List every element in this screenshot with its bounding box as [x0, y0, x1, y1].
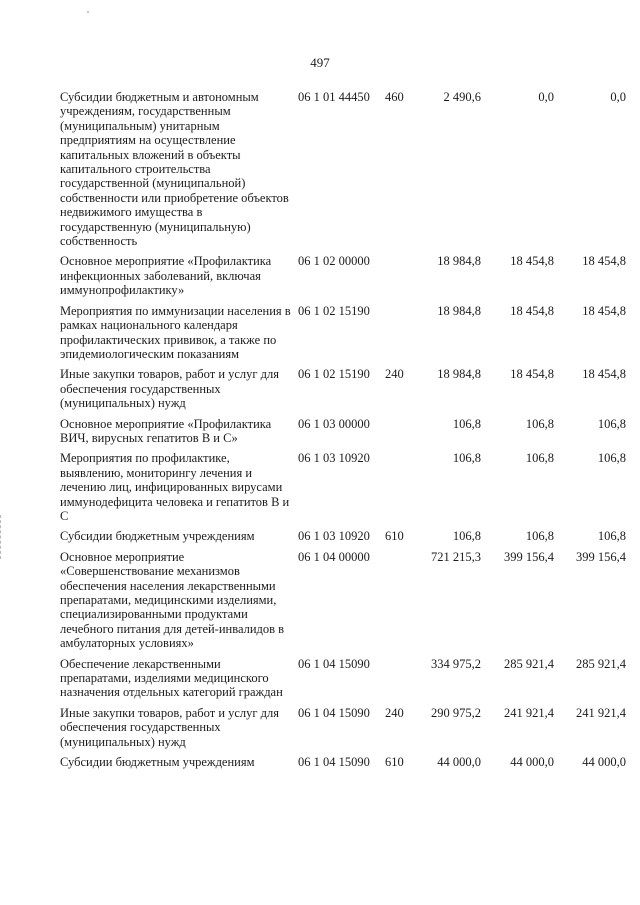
- row-name: Мероприятия по профилактике, выявлению, мониторингу лечения и лечению лиц, инфицированных вирусами иммунодефицита человека и гепатитов В и С: [60, 451, 290, 523]
- row-code: 06 1 04 15090: [298, 755, 370, 770]
- row-type: [385, 657, 411, 706]
- row-value-2: 285 921,4: [504, 656, 554, 671]
- row-code: 06 1 04 15090: [298, 656, 370, 671]
- budget-table: [60, 90, 626, 775]
- row-code: 06 1 02 15190: [298, 303, 370, 318]
- row-name: Основное мероприятие «Профилактика ВИЧ, вирусных гепатитов В и С»: [60, 416, 272, 445]
- row-type: 610: [385, 755, 404, 770]
- row-value-1: 106,8: [452, 416, 481, 431]
- row-type: [385, 417, 411, 452]
- row-type: [385, 451, 411, 529]
- row-code: 06 1 03 10920: [298, 529, 370, 544]
- row-type: [385, 254, 411, 303]
- row-value-1: 18 984,8: [437, 303, 481, 318]
- table-row: [60, 755, 626, 775]
- row-value-3: 241 921,4: [576, 705, 626, 720]
- row-type: 610: [385, 529, 404, 544]
- row-value-3: 399 156,4: [576, 549, 626, 564]
- row-value-3: 106,8: [597, 416, 626, 431]
- row-name: Субсидии бюджетным учреждениям: [60, 529, 255, 544]
- row-value-1: 721 215,3: [431, 549, 481, 564]
- table-row: [60, 451, 626, 529]
- row-value-2: 106,8: [525, 416, 554, 431]
- row-value-2: 106,8: [525, 529, 554, 544]
- table-row: [60, 657, 626, 706]
- row-name: Основное мероприятие «Профилактика инфекционных заболеваний, включая иммунопрофилактику»: [60, 254, 272, 298]
- row-type: 460: [385, 90, 404, 104]
- row-code: 06 1 02 15190: [298, 367, 370, 382]
- row-value-2: 0,0: [538, 90, 554, 104]
- table-row: [60, 417, 626, 452]
- row-value-1: 106,8: [452, 451, 481, 466]
- row-value-2: 18 454,8: [510, 367, 554, 382]
- row-value-3: 0,0: [610, 90, 626, 104]
- row-value-3: 106,8: [597, 529, 626, 544]
- row-type: 240: [385, 367, 404, 382]
- row-value-3: 18 454,8: [582, 367, 626, 382]
- row-value-1: 106,8: [452, 529, 481, 544]
- row-value-1: 290 975,2: [431, 705, 481, 720]
- row-value-3: 106,8: [597, 451, 626, 466]
- table-row: [60, 304, 626, 368]
- row-value-3: 44 000,0: [582, 755, 626, 770]
- row-name: Субсидии бюджетным учреждениям: [60, 755, 255, 770]
- row-name: Иные закупки товаров, работ и услуг для обеспечения государственных (муниципальных) нужд: [60, 367, 280, 411]
- row-type: [385, 304, 411, 368]
- row-type: 240: [385, 705, 404, 720]
- row-value-3: 285 921,4: [576, 656, 626, 671]
- row-value-2: 18 454,8: [510, 254, 554, 269]
- row-value-2: 399 156,4: [504, 549, 554, 564]
- table-row: [60, 529, 626, 549]
- row-code: 06 1 01 44450: [298, 90, 370, 104]
- row-value-2: 241 921,4: [504, 705, 554, 720]
- row-value-2: 18 454,8: [510, 303, 554, 318]
- row-code: 06 1 04 15090: [298, 705, 370, 720]
- row-value-2: 44 000,0: [510, 755, 554, 770]
- row-value-3: 18 454,8: [582, 303, 626, 318]
- table-row: [60, 550, 626, 657]
- row-code: 06 1 02 00000: [298, 254, 370, 269]
- row-value-1: 2 490,6: [443, 90, 481, 104]
- row-value-1: 44 000,0: [437, 755, 481, 770]
- row-code: 06 1 03 00000: [298, 416, 370, 431]
- row-name: Мероприятия по иммунизации населения в рамках национального календаря профилактических прививок, а также по эпидемиологическим показаниям: [60, 303, 291, 361]
- row-value-3: 18 454,8: [582, 254, 626, 269]
- table-row: [60, 90, 626, 254]
- row-value-1: 18 984,8: [437, 254, 481, 269]
- row-name: Основное мероприятие «Совершенствование механизмов обеспечения населения лекарственными препаратами, медицинскими изделиями, специализированными продуктами лечебного питания для детей-инвалидов в амбулаторных условиях»: [60, 549, 285, 651]
- row-name: Иные закупки товаров, работ и услуг для обеспечения государственных (муниципальных) нужд: [60, 705, 280, 749]
- page-number: 497: [310, 55, 330, 70]
- row-name: Обеспечение лекарственными препаратами, изделиями медицинского назначения отдельных категорий граждан: [60, 656, 283, 700]
- row-type: [385, 550, 411, 657]
- table-row: [60, 254, 626, 303]
- table-row: [60, 706, 626, 755]
- scan-speck: [87, 11, 89, 13]
- row-code: 06 1 04 00000: [298, 549, 370, 564]
- row-name: Субсидии бюджетным и автономным учреждениям, государственным (муниципальным) унитарным предприятиям на осуществление капитальных вложений в объекты капитального строительства государственной (муниципальной) собственности или приобретение объектов недвижимого имущества в государственную (муниципальную) собственность: [60, 90, 289, 249]
- row-value-1: 334 975,2: [431, 656, 481, 671]
- row-value-1: 18 984,8: [437, 367, 481, 382]
- margin-binding-mark: [0, 515, 2, 559]
- row-code: 06 1 03 10920: [298, 451, 370, 466]
- table-row: [60, 367, 626, 416]
- row-value-2: 106,8: [525, 451, 554, 466]
